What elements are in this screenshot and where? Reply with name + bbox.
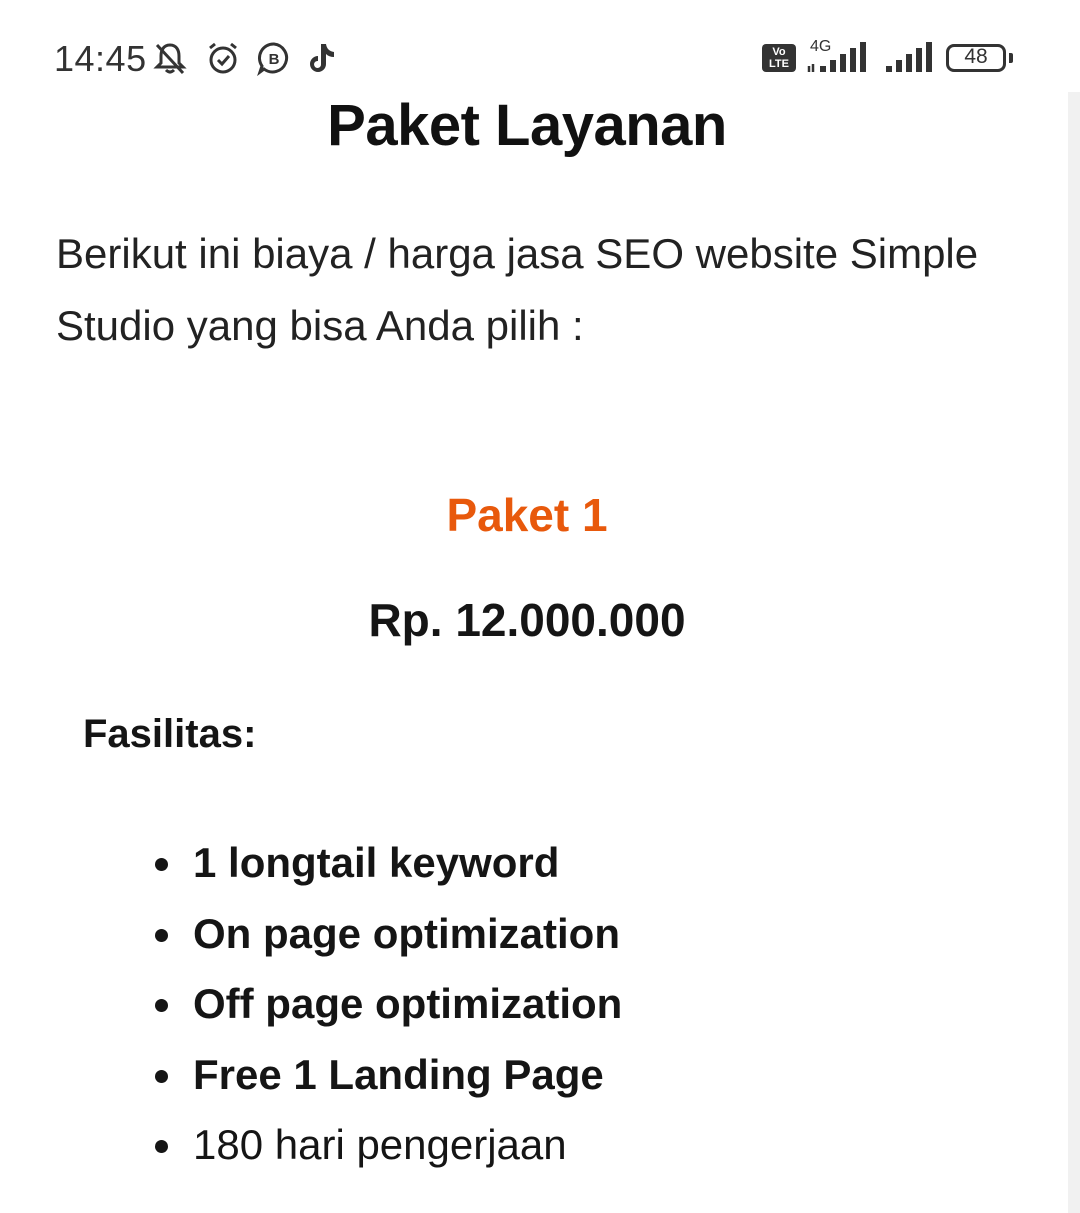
feature-label: 1 longtail keyword — [193, 839, 560, 886]
feature-label: Free 1 Landing Page — [193, 1050, 604, 1098]
feature-item — [155, 899, 622, 970]
feature-label: Off page optimization — [193, 980, 623, 1027]
tiktok-icon — [304, 40, 340, 76]
package-price: Rp. 12.000.000 — [368, 594, 686, 646]
package-name: Paket 1 — [446, 489, 608, 541]
bullet-icon — [155, 999, 168, 1012]
signal-2-icon — [884, 42, 934, 74]
volte-icon: Vo LTE — [762, 44, 796, 72]
feature-item — [155, 1040, 622, 1111]
bullet-icon — [155, 1140, 168, 1153]
feature-item — [155, 969, 622, 1040]
svg-text:B: B — [268, 51, 280, 68]
bullet-icon — [155, 1070, 168, 1083]
alarm-icon — [205, 40, 241, 76]
network-type: 4G — [810, 38, 832, 55]
bell-off-icon — [152, 40, 188, 76]
bullet-icon — [155, 929, 168, 942]
feature-item — [155, 828, 622, 899]
signal-1-icon — [806, 42, 872, 74]
page-title: Paket Layanan — [327, 93, 727, 158]
feature-item — [155, 1110, 622, 1181]
status-time: 14:45 — [54, 38, 147, 79]
status-bar — [0, 0, 1080, 100]
battery-level: 48 — [964, 45, 988, 68]
intro-text: Berikut ini biaya / harga jasa SEO website Simple Studio yang bisa Anda pilih : — [56, 230, 979, 349]
bullet-icon — [155, 858, 168, 871]
features-list — [155, 828, 622, 1181]
scrollbar[interactable] — [1068, 92, 1080, 1213]
whatsapp-business-icon — [256, 40, 292, 76]
facilities-heading: Fasilitas: — [83, 712, 257, 756]
feature-label: 180 hari pengerjaan — [193, 1121, 567, 1168]
battery-icon — [946, 44, 1006, 72]
feature-label: On page optimization — [193, 909, 620, 957]
battery-tip — [1009, 53, 1013, 63]
